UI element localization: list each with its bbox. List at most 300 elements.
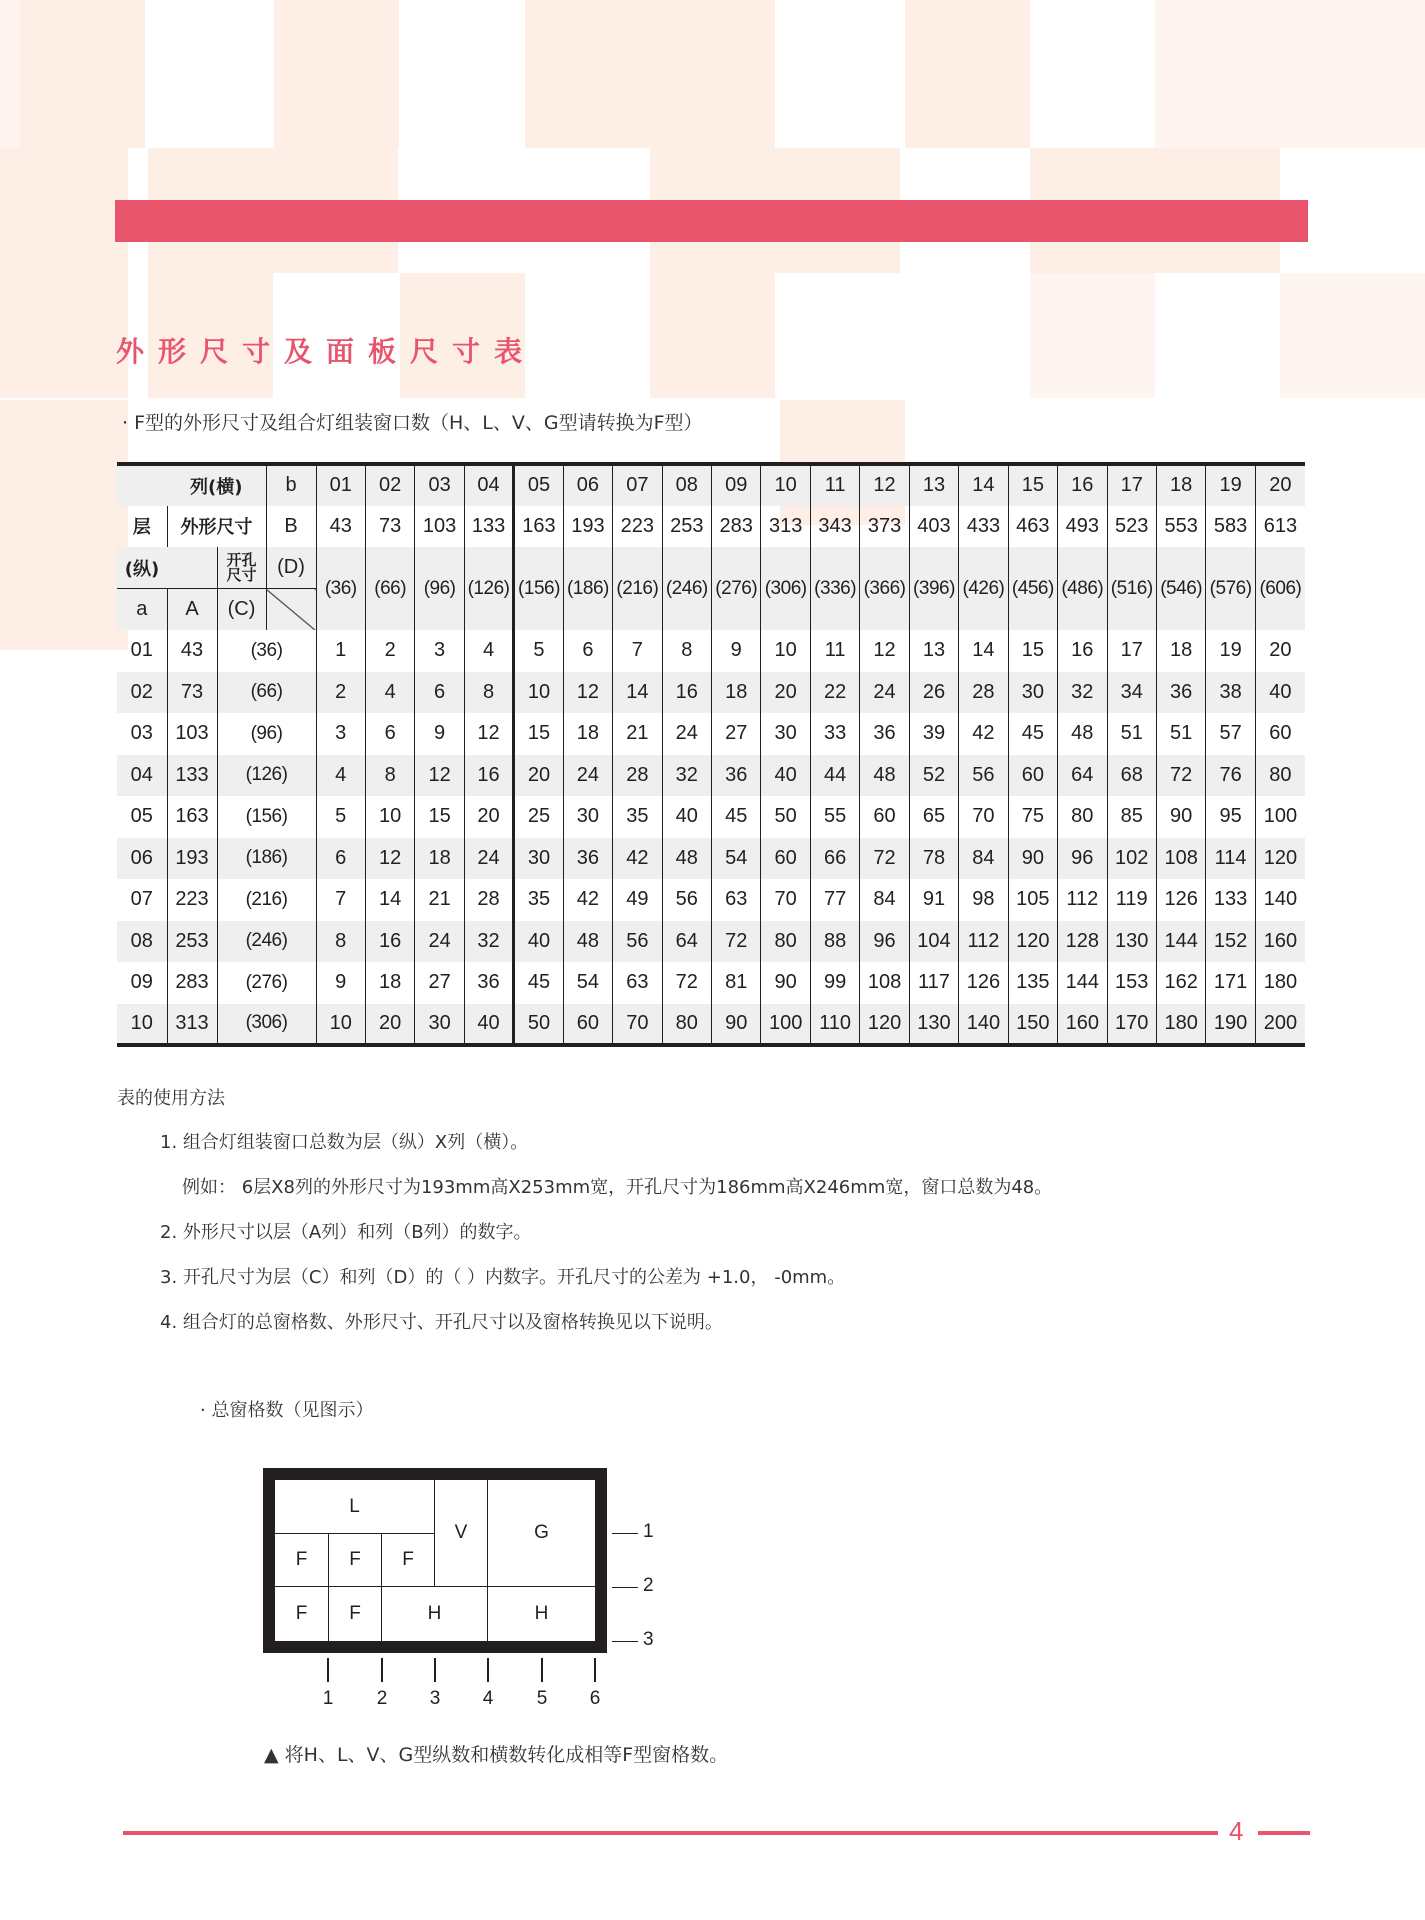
window-count-cell: 12 xyxy=(860,630,909,672)
window-count-cell: 135 xyxy=(1008,962,1057,1004)
window-count-cell: 14 xyxy=(365,879,414,921)
column-number: 04 xyxy=(464,464,513,506)
window-count-cell: 22 xyxy=(810,672,859,714)
cutout-width-value: (306) xyxy=(761,547,810,630)
cutout-height-value: (276) xyxy=(217,962,316,1004)
column-number: 19 xyxy=(1206,464,1255,506)
window-count-cell: 35 xyxy=(613,796,662,838)
row-number: 02 xyxy=(117,672,167,714)
window-count-cell: 112 xyxy=(1058,879,1107,921)
cutout-width-value: (96) xyxy=(415,547,464,630)
cutout-height-value: (156) xyxy=(217,796,316,838)
row-number: 06 xyxy=(117,838,167,880)
outer-width-value: 373 xyxy=(860,506,909,548)
background-tile xyxy=(1280,273,1425,398)
usage-item-4: 4. 组合灯的总窗格数、外形尺寸、开孔尺寸以及窗格转换见以下说明。 xyxy=(160,1312,723,1333)
window-count-cell: 8 xyxy=(464,672,513,714)
window-count-cell: 84 xyxy=(959,838,1008,880)
col-B-label: B xyxy=(266,506,316,548)
table-row xyxy=(117,838,1305,880)
background-tile xyxy=(1155,0,1425,148)
header-row-outer xyxy=(117,506,1305,548)
table-row xyxy=(117,921,1305,963)
window-count-cell: 6 xyxy=(316,838,365,880)
window-count-cell: 140 xyxy=(959,1004,1008,1046)
cutout-width-value: (396) xyxy=(909,547,958,630)
window-count-cell: 48 xyxy=(563,921,612,963)
window-count-cell: 45 xyxy=(1008,713,1057,755)
background-tile xyxy=(905,0,1030,148)
header-row-columns xyxy=(117,464,1305,506)
cell-F: F xyxy=(275,1587,329,1641)
window-count-cell: 16 xyxy=(662,672,711,714)
window-count-cell: 32 xyxy=(1058,672,1107,714)
window-count-cell: 9 xyxy=(712,630,761,672)
window-count-cell: 180 xyxy=(1255,962,1305,1004)
cutout-width-value: (516) xyxy=(1107,547,1156,630)
window-count-cell: 60 xyxy=(860,796,909,838)
window-count-cell: 6 xyxy=(365,713,414,755)
window-count-cell: 8 xyxy=(365,755,414,797)
table-row xyxy=(117,962,1305,1004)
window-count-cell: 108 xyxy=(1156,838,1205,880)
window-count-cell: 10 xyxy=(365,796,414,838)
col-number: 5 xyxy=(536,1688,548,1709)
window-count-cell: 12 xyxy=(563,672,612,714)
window-count-cell: 72 xyxy=(662,962,711,1004)
window-count-cell: 10 xyxy=(761,630,810,672)
window-count-cell: 84 xyxy=(860,879,909,921)
window-count-cell: 80 xyxy=(761,921,810,963)
window-count-cell: 60 xyxy=(1255,713,1305,755)
col-number: 2 xyxy=(376,1688,388,1709)
window-count-cell: 108 xyxy=(860,962,909,1004)
window-count-cell: 11 xyxy=(810,630,859,672)
row-number: 1 xyxy=(643,1521,654,1542)
window-count-cell: 76 xyxy=(1206,755,1255,797)
window-count-cell: 30 xyxy=(761,713,810,755)
window-count-cell: 14 xyxy=(613,672,662,714)
page-title: 外形尺寸及面板尺寸表 xyxy=(116,335,537,368)
window-count-cell: 64 xyxy=(662,921,711,963)
window-count-cell: 36 xyxy=(860,713,909,755)
cutout-height-value: (246) xyxy=(217,921,316,963)
page-number: 4 xyxy=(1229,1816,1244,1846)
outer-height-value: 283 xyxy=(167,962,217,1004)
window-count-cell: 38 xyxy=(1206,672,1255,714)
window-count-cell: 64 xyxy=(1058,755,1107,797)
row-number: 2 xyxy=(643,1575,654,1596)
window-count-cell: 9 xyxy=(415,713,464,755)
row-label: 层 xyxy=(132,517,151,539)
window-count-cell: 1 xyxy=(316,630,365,672)
window-count-cell: 75 xyxy=(1008,796,1057,838)
window-count-cell: 24 xyxy=(464,838,513,880)
panel-grid-diagram xyxy=(263,1468,607,1653)
window-count-cell: 35 xyxy=(514,879,563,921)
usage-example: 例如： 6层X8列的外形尺寸为193mm高X253mm宽，开孔尺寸为186mm高X246mm宽，窗口总数为48。 xyxy=(182,1177,1053,1198)
window-count-cell: 4 xyxy=(365,672,414,714)
window-count-cell: 32 xyxy=(464,921,513,963)
window-count-cell: 5 xyxy=(316,796,365,838)
window-count-cell: 20 xyxy=(464,796,513,838)
outer-width-value: 43 xyxy=(316,506,365,548)
column-number: 20 xyxy=(1255,464,1305,506)
window-count-cell: 130 xyxy=(909,1004,958,1046)
window-count-cell: 153 xyxy=(1107,962,1156,1004)
window-count-cell: 117 xyxy=(909,962,958,1004)
row-number: 01 xyxy=(130,639,153,662)
window-count-cell: 30 xyxy=(1008,672,1057,714)
window-count-cell: 99 xyxy=(810,962,859,1004)
outer-width-value: 553 xyxy=(1156,506,1205,548)
window-count-cell: 60 xyxy=(761,838,810,880)
window-count-cell: 39 xyxy=(909,713,958,755)
cutout-width-value: (126) xyxy=(464,547,513,630)
table-row xyxy=(117,755,1305,797)
outer-width-value: 163 xyxy=(514,506,563,548)
window-count-cell: 40 xyxy=(1255,672,1305,714)
window-count-cell: 48 xyxy=(1058,713,1107,755)
background-tile xyxy=(20,0,145,148)
window-count-cell: 50 xyxy=(761,796,810,838)
cutout-width-value: (486) xyxy=(1058,547,1107,630)
window-count-cell: 45 xyxy=(712,796,761,838)
window-count-cell: 144 xyxy=(1156,921,1205,963)
background-tile xyxy=(0,148,128,273)
vertical-label: (纵) xyxy=(117,547,167,589)
window-count-cell: 40 xyxy=(464,1004,513,1046)
background-tile xyxy=(0,525,128,650)
background-tile xyxy=(1030,273,1155,398)
window-count-cell: 120 xyxy=(1255,838,1305,880)
row-marker xyxy=(612,1587,638,1588)
window-count-cell: 36 xyxy=(1156,672,1205,714)
column-number: 05 xyxy=(514,464,563,506)
window-count-cell: 78 xyxy=(909,838,958,880)
cutout-width-value: (186) xyxy=(563,547,612,630)
row-number: 04 xyxy=(117,755,167,797)
col-tick xyxy=(541,1658,543,1682)
window-count-cell: 60 xyxy=(1008,755,1057,797)
window-count-cell: 162 xyxy=(1156,962,1205,1004)
window-count-cell: 10 xyxy=(316,1004,365,1046)
diagram-caption: ▲ 将H、L、V、G型纵数和横数转化成相等F型窗格数。 xyxy=(264,1744,729,1766)
window-count-cell: 30 xyxy=(514,838,563,880)
column-number: 13 xyxy=(909,464,958,506)
header-banner xyxy=(115,200,1308,242)
window-count-cell: 114 xyxy=(1206,838,1255,880)
cell-F: F xyxy=(329,1534,382,1587)
usage-item-3: 3. 开孔尺寸为层（C）和列（D）的（ ）内数字。开孔尺寸的公差为 +1.0， -0mm。 xyxy=(160,1267,846,1288)
window-count-cell: 112 xyxy=(959,921,1008,963)
window-count-cell: 18 xyxy=(712,672,761,714)
column-number: 15 xyxy=(1008,464,1057,506)
column-number: 10 xyxy=(761,464,810,506)
window-count-cell: 50 xyxy=(514,1004,563,1046)
window-count-cell: 126 xyxy=(1156,879,1205,921)
row-marker xyxy=(612,1533,638,1534)
window-count-cell: 24 xyxy=(662,713,711,755)
window-count-cell: 144 xyxy=(1058,962,1107,1004)
outer-height-value: 193 xyxy=(167,838,217,880)
window-count-cell: 3 xyxy=(316,713,365,755)
window-count-cell: 4 xyxy=(316,755,365,797)
cutout-width-value: (336) xyxy=(810,547,859,630)
window-count-cell: 44 xyxy=(810,755,859,797)
table-row xyxy=(117,672,1305,714)
window-count-cell: 66 xyxy=(810,838,859,880)
window-count-cell: 128 xyxy=(1058,921,1107,963)
cutout-height-value: (36) xyxy=(217,630,316,672)
window-count-cell: 70 xyxy=(761,879,810,921)
window-count-cell: 15 xyxy=(415,796,464,838)
window-count-cell: 8 xyxy=(316,921,365,963)
row-marker xyxy=(612,1641,638,1642)
window-count-cell: 36 xyxy=(712,755,761,797)
window-count-cell: 12 xyxy=(415,755,464,797)
window-count-cell: 104 xyxy=(909,921,958,963)
col-a-label: a xyxy=(117,589,167,631)
cell-L: L xyxy=(275,1480,435,1534)
outer-width-value: 313 xyxy=(761,506,810,548)
outer-width-value: 403 xyxy=(909,506,958,548)
outer-width-value: 613 xyxy=(1255,506,1305,548)
cutout-height-value: (66) xyxy=(217,672,316,714)
column-number: 17 xyxy=(1107,464,1156,506)
outer-width-value: 133 xyxy=(464,506,513,548)
usage-heading: 表的使用方法 xyxy=(117,1088,225,1109)
window-count-cell: 24 xyxy=(563,755,612,797)
window-count-cell: 32 xyxy=(662,755,711,797)
cutout-height-value: (126) xyxy=(217,755,316,797)
column-number: 12 xyxy=(860,464,909,506)
window-count-cell: 3 xyxy=(415,630,464,672)
column-number: 18 xyxy=(1156,464,1205,506)
window-count-cell: 130 xyxy=(1107,921,1156,963)
row-number: 08 xyxy=(117,921,167,963)
outer-width-value: 253 xyxy=(662,506,711,548)
row-number: 03 xyxy=(130,722,153,745)
outer-width-value: 73 xyxy=(365,506,414,548)
window-count-cell: 24 xyxy=(415,921,464,963)
outer-width-value: 193 xyxy=(563,506,612,548)
col-tick xyxy=(487,1658,489,1682)
row-number: 3 xyxy=(643,1629,654,1650)
window-count-cell: 18 xyxy=(1156,630,1205,672)
outer-height-value: 73 xyxy=(167,672,217,714)
outer-width-value: 493 xyxy=(1058,506,1107,548)
row-number: 07 xyxy=(130,888,153,911)
window-count-cell: 63 xyxy=(613,962,662,1004)
window-count-cell: 18 xyxy=(365,962,414,1004)
outer-width-value: 103 xyxy=(415,506,464,548)
window-count-cell: 100 xyxy=(1255,796,1305,838)
window-count-cell: 160 xyxy=(1058,1004,1107,1046)
window-count-cell: 190 xyxy=(1206,1004,1255,1046)
window-count-cell: 2 xyxy=(316,672,365,714)
outer-width-value: 463 xyxy=(1008,506,1057,548)
window-count-cell: 180 xyxy=(1156,1004,1205,1046)
window-count-cell: 20 xyxy=(1255,630,1305,672)
window-count-cell: 40 xyxy=(761,755,810,797)
window-count-cell: 80 xyxy=(1255,755,1305,797)
window-count-cell: 56 xyxy=(613,921,662,963)
window-count-cell: 30 xyxy=(415,1004,464,1046)
window-count-cell: 21 xyxy=(415,879,464,921)
cutout-width-value: (606) xyxy=(1255,547,1305,630)
window-count-cell: 56 xyxy=(662,879,711,921)
window-count-cell: 120 xyxy=(1008,921,1057,963)
column-number: 16 xyxy=(1058,464,1107,506)
window-count-cell: 96 xyxy=(860,921,909,963)
window-count-cell: 105 xyxy=(1008,879,1057,921)
footer-line xyxy=(1258,1831,1310,1835)
window-count-cell: 42 xyxy=(959,713,1008,755)
col-number: 1 xyxy=(322,1688,334,1709)
window-count-cell: 4 xyxy=(464,630,513,672)
window-count-cell: 90 xyxy=(712,1004,761,1046)
outer-width-value: 343 xyxy=(810,506,859,548)
cutout-width-value: (156) xyxy=(514,547,563,630)
window-count-cell: 63 xyxy=(712,879,761,921)
window-count-cell: 12 xyxy=(365,838,414,880)
cutout-width-value: (36) xyxy=(316,547,365,630)
window-count-cell: 160 xyxy=(1255,921,1305,963)
cutout-height-value: (186) xyxy=(217,838,316,880)
window-count-cell: 19 xyxy=(1206,630,1255,672)
col-C-label: (C) xyxy=(217,589,266,631)
table-row xyxy=(117,796,1305,838)
row-number: 10 xyxy=(117,1004,167,1046)
window-count-cell: 28 xyxy=(613,755,662,797)
cell-F: F xyxy=(329,1587,382,1641)
cutout-width-value: (66) xyxy=(365,547,414,630)
col-b-label: b xyxy=(266,464,316,506)
window-count-cell: 13 xyxy=(909,630,958,672)
window-count-cell: 70 xyxy=(959,796,1008,838)
window-count-cell: 110 xyxy=(810,1004,859,1046)
window-count-cell: 120 xyxy=(860,1004,909,1046)
table-row xyxy=(117,879,1305,921)
diagonal-corner xyxy=(117,464,167,506)
window-count-cell: 52 xyxy=(909,755,958,797)
window-count-cell: 9 xyxy=(316,962,365,1004)
outer-height-value: 313 xyxy=(167,1004,217,1046)
window-count-cell: 15 xyxy=(514,713,563,755)
window-count-cell: 170 xyxy=(1107,1004,1156,1046)
cutout-width-value: (456) xyxy=(1008,547,1057,630)
cutout-height-value: (96) xyxy=(217,713,316,755)
window-count-cell: 51 xyxy=(1107,713,1156,755)
window-count-cell: 171 xyxy=(1206,962,1255,1004)
outer-height-value: 43 xyxy=(167,630,217,672)
header-row-cutout xyxy=(117,547,1305,589)
column-number: 03 xyxy=(415,464,464,506)
window-count-cell: 90 xyxy=(1156,796,1205,838)
window-count-cell: 28 xyxy=(464,879,513,921)
background-tile xyxy=(650,273,775,398)
window-count-cell: 16 xyxy=(365,921,414,963)
window-count-cell: 48 xyxy=(860,755,909,797)
window-count-cell: 81 xyxy=(712,962,761,1004)
outer-width-value: 283 xyxy=(712,506,761,548)
window-count-cell: 51 xyxy=(1156,713,1205,755)
outer-width-value: 583 xyxy=(1206,506,1255,548)
window-count-cell: 2 xyxy=(365,630,414,672)
window-count-cell: 20 xyxy=(365,1004,414,1046)
window-count-cell: 36 xyxy=(563,838,612,880)
window-count-cell: 33 xyxy=(810,713,859,755)
background-tile xyxy=(0,273,128,398)
cutout-width-value: (216) xyxy=(613,547,662,630)
outer-height-value: 133 xyxy=(167,755,217,797)
window-count-cell: 60 xyxy=(563,1004,612,1046)
window-count-cell: 6 xyxy=(415,672,464,714)
window-count-cell: 40 xyxy=(514,921,563,963)
window-count-cell: 119 xyxy=(1107,879,1156,921)
cutout-width-value: (576) xyxy=(1206,547,1255,630)
col-tick xyxy=(434,1658,436,1682)
col-A-label: A xyxy=(167,589,217,631)
background-tile xyxy=(0,400,128,525)
window-count-cell: 91 xyxy=(909,879,958,921)
col-tick xyxy=(594,1658,596,1682)
column-number: 09 xyxy=(712,464,761,506)
column-number: 14 xyxy=(959,464,1008,506)
col-tick xyxy=(327,1658,329,1682)
col-number: 6 xyxy=(589,1688,601,1709)
window-count-cell: 21 xyxy=(613,713,662,755)
window-count-cell: 152 xyxy=(1206,921,1255,963)
window-count-cell: 16 xyxy=(1058,630,1107,672)
cell-F: F xyxy=(275,1534,329,1587)
window-count-cell: 15 xyxy=(1008,630,1057,672)
window-count-cell: 17 xyxy=(1107,630,1156,672)
window-count-cell: 40 xyxy=(662,796,711,838)
column-number: 07 xyxy=(613,464,662,506)
window-count-cell: 12 xyxy=(464,713,513,755)
row-number: 05 xyxy=(130,805,153,828)
cell-G: G xyxy=(488,1480,595,1587)
window-count-cell: 90 xyxy=(761,962,810,1004)
outer-width-value: 223 xyxy=(613,506,662,548)
window-count-cell: 98 xyxy=(959,879,1008,921)
cell-V: V xyxy=(435,1480,488,1587)
background-tile xyxy=(274,0,399,148)
column-number: 02 xyxy=(365,464,414,506)
window-count-cell: 42 xyxy=(563,879,612,921)
column-number: 06 xyxy=(563,464,612,506)
window-count-cell: 57 xyxy=(1206,713,1255,755)
window-count-cell: 45 xyxy=(514,962,563,1004)
window-count-cell: 150 xyxy=(1008,1004,1057,1046)
window-count-cell: 14 xyxy=(959,630,1008,672)
row-number: 09 xyxy=(130,971,153,994)
window-count-cell: 65 xyxy=(909,796,958,838)
window-count-cell: 30 xyxy=(563,796,612,838)
table-row xyxy=(117,630,1305,672)
window-count-cell: 54 xyxy=(563,962,612,1004)
window-count-cell: 126 xyxy=(959,962,1008,1004)
column-number: 08 xyxy=(662,464,711,506)
cell-F: F xyxy=(382,1534,435,1587)
window-count-cell: 34 xyxy=(1107,672,1156,714)
cutout-height-value: (216) xyxy=(217,879,316,921)
window-count-cell: 68 xyxy=(1107,755,1156,797)
window-count-cell: 25 xyxy=(514,796,563,838)
window-count-cell: 36 xyxy=(464,962,513,1004)
